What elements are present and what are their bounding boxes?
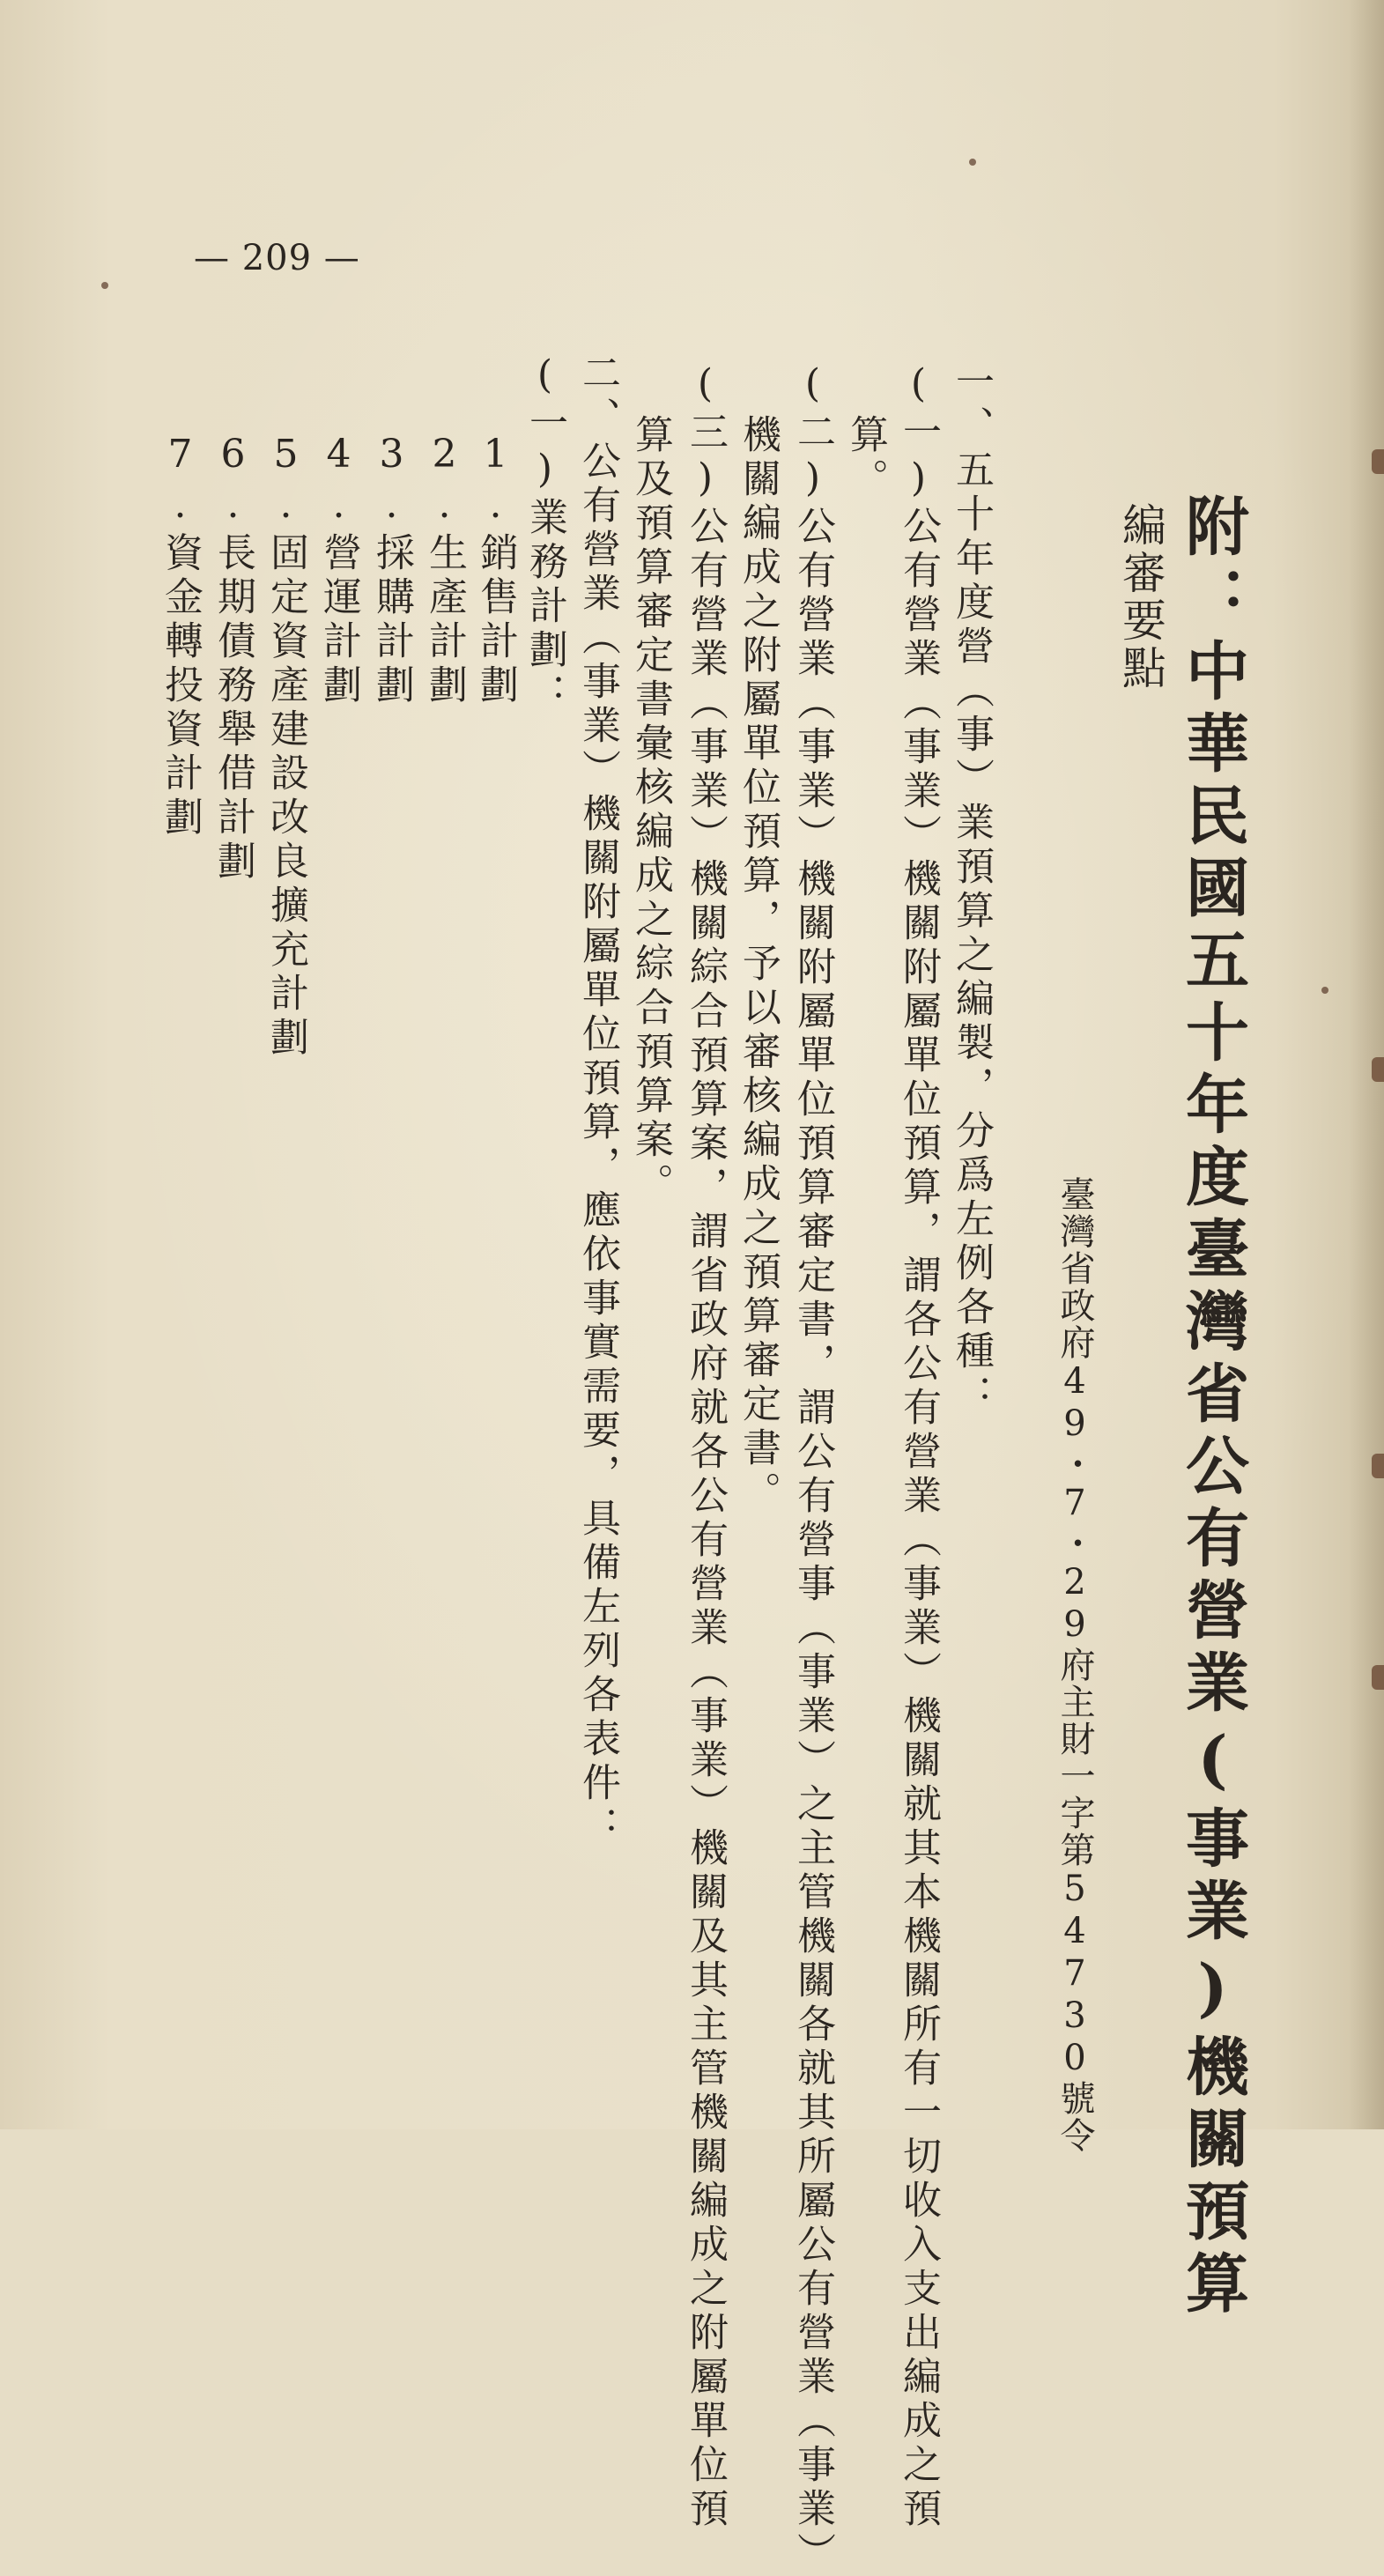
item-2-1-heading: (一)業務計劃： xyxy=(522,352,567,717)
binding-hole xyxy=(1372,1665,1384,1690)
binding-hole xyxy=(1372,449,1384,474)
paper-speck xyxy=(969,159,976,166)
item-1-3: (三)公有營業（事業）機關綜合預算案，謂省政府就各公有營業（事業）機關及其主管機關編成之附屬單位預 xyxy=(683,361,728,2532)
item-1-1: (一)公有營業（事業）機關附屬單位預算，謂各公有營業（事業）機關就其本機關所有一切收入支出編成之預 xyxy=(896,361,941,2532)
item-1-2: (二)公有營業（事業）機關附屬單位預算審定書，謂公有營事（事業）之主管機關各就其所屬公有營業（事業） xyxy=(790,361,835,2576)
section-1-heading: 一、五十年度營（事）業預算之編製，分爲左例各種： xyxy=(949,361,994,1418)
plan-item-6: 6.長期債務舉借計劃 xyxy=(211,432,255,885)
binding-hole xyxy=(1372,1454,1384,1478)
plan-item-7: 7.資金轉投資計劃 xyxy=(158,432,203,840)
plan-item-5: 5.固定資產建設改良擴充計劃 xyxy=(263,432,308,1061)
binding-hole xyxy=(1372,1057,1384,1082)
paper-speck xyxy=(1321,987,1328,994)
item-1-2-continued: 機關編成之附屬單位預算，予以審核編成之預算審定書。 xyxy=(736,414,781,1515)
section-2-heading: 二、公有營業（事業）機關附屬單位預算，應依事實需要，具備左列各表件： xyxy=(575,352,620,1850)
page-title-line-1: 附：中華民國五十年度臺灣省公有營業(事業)機關預算 xyxy=(1175,493,1250,2322)
page-number: — 209 — xyxy=(194,238,360,278)
plan-item-3: 3.採購計劃 xyxy=(369,432,414,708)
paper-speck xyxy=(101,282,108,289)
page-title-line-2: 編審要點 xyxy=(1115,502,1166,692)
decree-reference: 臺灣省政府49・7・29府主財一字第54730號令 xyxy=(1055,1176,1095,2154)
plan-item-1: 1.銷售計劃 xyxy=(473,432,518,708)
plan-item-2: 2.生產計劃 xyxy=(422,432,467,708)
plan-item-4: 4.營運計劃 xyxy=(316,432,361,708)
item-1-3-continued: 算及預算審定書彙核編成之綜合預算案。 xyxy=(628,414,673,1207)
item-1-1-continued: 算。 xyxy=(843,414,888,502)
